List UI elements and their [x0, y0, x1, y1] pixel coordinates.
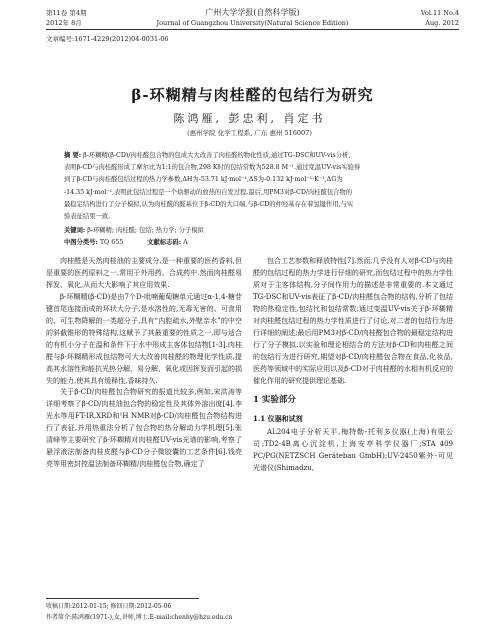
journal-name-en: Journal of Guangzhou University(Natural Science Edition) [156, 19, 349, 27]
author-info: 作者简介:陈鸿雁(1971-),女,讲师,博士.E-mail:chenhy@hzu.edu.cn [46, 614, 233, 621]
keywords [64, 225, 204, 234]
body-paragraph: 关于β-CD/肉桂醛包合物研究的报道比较多,例如,宋洪涛等详细考察了β-CD/肉桂油包合物的稳定性及其体外溶出度[4].李光水等用FT-IR,XRD和¹H NMR对β-CD/肉桂醛包合物结构进行了表征,并用热重法分析了包合物的热分解动力学机理[5].张清峰等主要研究了β-环糊精对肉桂醛UV-vis光谱的影响,考察了悬浮液法制备肉桂皮醛与β-CD分子微胶囊的工艺条件[6].钱亮亮等用密封控温法制备环糊精/肉桂醛包合物,确定了 [46, 388, 242, 469]
left-column [46, 256, 242, 471]
journal-name-cn: 广州大学学报(自然科学版) [205, 8, 300, 17]
header-right [421, 8, 459, 28]
section-heading: 1 实验部分 [253, 395, 296, 406]
abstract-line: 最稳定结构进行了分子模拟,认为肉桂醛的醛基位于β-CD的大口端,与β-CD的仲羟基存在着氢键作用,与实 [64, 200, 354, 208]
abstract-line: -14.35 kJ·mol⁻¹,表明此包结过程是一个焓驱动的放热的自发过程.最后,用PM3对β-CD/肉桂醛包合物的 [64, 188, 353, 196]
header-center [46, 8, 459, 28]
right-column [253, 256, 453, 475]
body-paragraph: 肉桂醛是天然肉桂油的主要成分,是一种重要的医药香料,但是重要的医药原料之一,常用于外用药、合成药中.然而肉桂醛易挥发、氧化,从而大大影响了其应用效果. [46, 257, 242, 289]
authors: 陈鸿雁, 彭忠利, 肖定书 [173, 112, 326, 125]
header-rule [46, 29, 459, 30]
abstract-line: 验表征结果一致. [64, 213, 111, 221]
footnote [46, 601, 459, 623]
abstract-line: 到了β-CD与肉桂醛包结过程的热力学参数,ΔH为-53.71 kJ·mol⁻¹,ΔS为-0.132 kJ·mol⁻¹·K⁻¹,ΔG为 [64, 176, 343, 184]
abstract [64, 150, 445, 223]
keywords-label: 关键词: [64, 227, 86, 234]
article-number: 文章编号:1671-4229(2012)04-0031-06 [46, 35, 169, 43]
clc-code: TQ 655 [99, 239, 124, 246]
volume-issue-en: Vol.11 No.4 [420, 9, 459, 17]
date-cn: 2012年 8月 [46, 19, 82, 27]
paper-title: β-环糊精与肉桂醛的包结行为研究 [131, 86, 374, 104]
abstract-line: 摘 要: β-环糊精(β-CD)/肉桂醛包合物的包成大大改善了肉桂醛的物化性质,通过TG-DSC和UV-vis分析, [64, 152, 351, 159]
doc-code-label: 文献标志码: [147, 239, 182, 246]
body-paragraph: AL204电子分析天平,梅特勒-托利多仪器(上海)有限公司;TD2-4B离心沉淀机,上海安亭科学仪器厂;STA 409 PC/PG(NETZSCH Gerätebau GmbH);UV-2450紫外-可见光谱仪(Shimadzu, [253, 428, 453, 473]
received-date: 收稿日期:2012-01-15; 修回日期:2012-05-06 [46, 603, 172, 610]
volume-issue-cn: 第11卷 第4期 [46, 9, 87, 17]
abstract-label: 摘 要: [64, 152, 82, 159]
abstract-line: 表明β-CD与肉桂醛形成了摩尔比为1:1的包合物,298 K时的包结常数为528.8 M⁻¹.通过变温UV-vis实验得 [64, 164, 361, 172]
affiliation: (惠州学院 化学工程系, 广东 惠州 516007) [187, 129, 312, 137]
body-paragraph: β-环糊精(β-CD)是由7个D-吡喃葡萄糖单元通过α-1,4-糖苷键首尾连接而成的环状大分子,是水溶性的,无毒无害的、可食用的、可生物降解的一类超分子,具有“内腔疏水,外壁亲水”的中空的斜截锥形的特殊结构,这赋予了其最重要的性质之一,即与适合的有机小分子在温和条件下于水中形成主客体包结物[1-3].肉桂醛与β-环糊精形成包结物可大大改善肉桂醛的物理化学性质,提高其水溶性和能抗光热分解、易分解、氧化或因挥发而引起的损失的能力,使其具有缓释性,香味持久. [46, 292, 242, 385]
keywords-text: β-环糊精; 肉桂醛; 包结; 热力学; 分子模拟 [87, 227, 204, 234]
body-paragraph: 包合工艺参数和释放特性[7].然而,几乎没有人对β-CD与肉桂醛的包结过程的热力学进行仔细的研究,而包结过程中的热力学性质对于主客体结构,分子间作用力的描述是非常重要的.本文通过TG-DSC和UV-vis表征了β-CD/肉桂醛包合物的结构,分析了包结物的热稳定性,包结比和包结常数;通过变温UV-vis关于β-环糊精对肉桂醛包结过程的热力学性质进行了讨论,对二者的包结行为进行详细的阐述;最后用PM3对β-CD/肉桂醛包合物的最稳定结构进行了分子模拟.以实验和理论相结合的方法对β-CD和肉桂醛之间的包结行为进行研究,期望对β-CD/肉桂醛包合物在食品,化妆品,医药等领域中的实际应用以及β-CD对于肉桂醛的水相有机反应的催化作用的研究提供理论基础. [253, 257, 453, 385]
subsection-heading: 1.1 仪器和试剂 [253, 414, 303, 424]
classification [64, 237, 188, 246]
footnote-rule [46, 598, 199, 599]
date-en: Aug. 2012 [425, 19, 459, 27]
clc-label: 中图分类号: [64, 239, 98, 246]
doc-code: A [183, 239, 188, 246]
